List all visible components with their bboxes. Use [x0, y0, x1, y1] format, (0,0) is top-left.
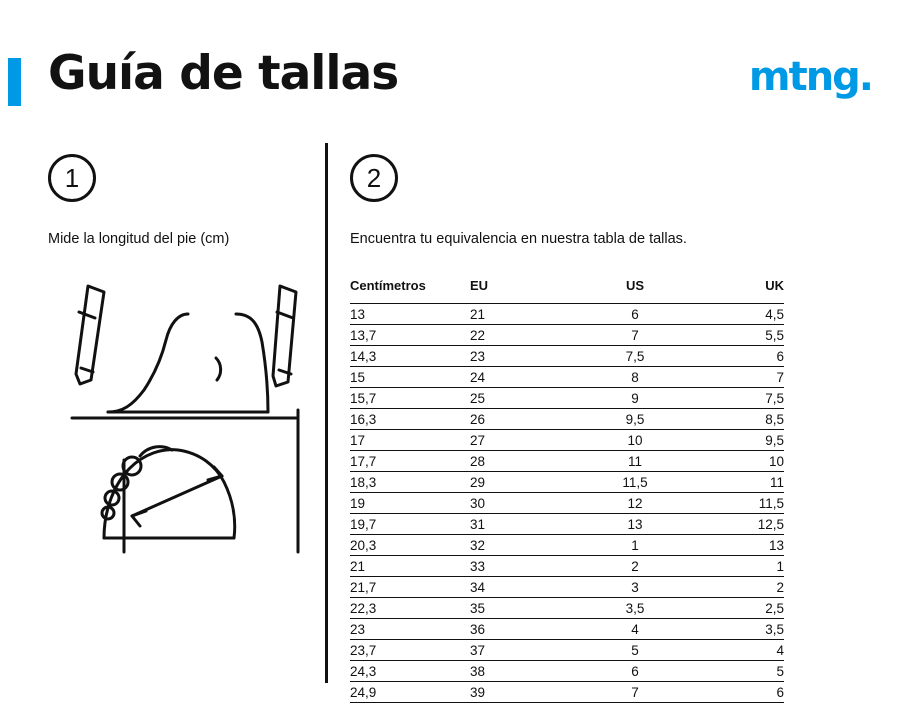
- cell-us: 3: [580, 577, 690, 598]
- cell-uk: 2,5: [690, 598, 784, 619]
- cell-eu: 33: [470, 556, 580, 577]
- cell-centimetros: 15,7: [350, 388, 470, 409]
- cell-uk: 11,5: [690, 493, 784, 514]
- cell-uk: 9,5: [690, 430, 784, 451]
- cell-centimetros: 17: [350, 430, 470, 451]
- cell-us: 13: [580, 514, 690, 535]
- brand-logo: mtng.: [748, 54, 872, 100]
- step-1-number: 1: [64, 162, 80, 193]
- cell-eu: 37: [470, 640, 580, 661]
- cell-eu: 36: [470, 619, 580, 640]
- cell-centimetros: 21: [350, 556, 470, 577]
- cell-us: 9,5: [580, 409, 690, 430]
- cell-us: 5: [580, 640, 690, 661]
- column-header-eu: EU: [470, 278, 580, 304]
- cell-us: 11,5: [580, 472, 690, 493]
- table-row: [350, 619, 784, 640]
- cell-centimetros: 17,7: [350, 451, 470, 472]
- cell-centimetros: 20,3: [350, 535, 470, 556]
- table-row: [350, 640, 784, 661]
- page-title: Guía de tallas: [48, 46, 399, 101]
- cell-centimetros: 16,3: [350, 409, 470, 430]
- table-row: [350, 556, 784, 577]
- step-2-instruction: Encuentra tu equivalencia en nuestra tabla de tallas.: [350, 231, 687, 247]
- cell-us: 7,5: [580, 346, 690, 367]
- table-row: [350, 325, 784, 346]
- cell-centimetros: 24,9: [350, 682, 470, 703]
- table-header-row: [350, 278, 784, 304]
- cell-uk: 7: [690, 367, 784, 388]
- cell-us: 6: [580, 661, 690, 682]
- cell-us: 4: [580, 619, 690, 640]
- cell-us: 10: [580, 430, 690, 451]
- cell-uk: 7,5: [690, 388, 784, 409]
- cell-us: 6: [580, 304, 690, 325]
- page-header: [0, 46, 900, 112]
- cell-centimetros: 21,7: [350, 577, 470, 598]
- cell-uk: 6: [690, 682, 784, 703]
- cell-eu: 21: [470, 304, 580, 325]
- step-1-instruction: Mide la longitud del pie (cm): [48, 231, 230, 247]
- cell-eu: 27: [470, 430, 580, 451]
- cell-uk: 13: [690, 535, 784, 556]
- column-divider: [325, 143, 328, 683]
- cell-uk: 5,5: [690, 325, 784, 346]
- table-row: [350, 388, 784, 409]
- cell-eu: 23: [470, 346, 580, 367]
- table-row: [350, 493, 784, 514]
- cell-uk: 5: [690, 661, 784, 682]
- cell-uk: 8,5: [690, 409, 784, 430]
- cell-eu: 39: [470, 682, 580, 703]
- cell-us: 3,5: [580, 598, 690, 619]
- accent-bar: [8, 58, 21, 106]
- cell-uk: 10: [690, 451, 784, 472]
- table-row: [350, 451, 784, 472]
- cell-centimetros: 13,7: [350, 325, 470, 346]
- cell-eu: 22: [470, 325, 580, 346]
- cell-centimetros: 13: [350, 304, 470, 325]
- cell-eu: 38: [470, 661, 580, 682]
- step-2-number: 2: [366, 162, 382, 193]
- cell-centimetros: 19: [350, 493, 470, 514]
- cell-centimetros: 15: [350, 367, 470, 388]
- column-header-uk: UK: [690, 278, 784, 304]
- cell-eu: 28: [470, 451, 580, 472]
- cell-eu: 35: [470, 598, 580, 619]
- cell-eu: 31: [470, 514, 580, 535]
- step-1-badge: [48, 154, 96, 202]
- table-row: [350, 367, 784, 388]
- cell-uk: 4: [690, 640, 784, 661]
- cell-centimetros: 24,3: [350, 661, 470, 682]
- cell-us: 8: [580, 367, 690, 388]
- cell-us: 7: [580, 682, 690, 703]
- size-conversion-table: [350, 278, 784, 703]
- table-row: [350, 346, 784, 367]
- column-header-us: US: [580, 278, 690, 304]
- cell-eu: 32: [470, 535, 580, 556]
- table-row: [350, 472, 784, 493]
- cell-centimetros: 19,7: [350, 514, 470, 535]
- step-2-badge: [350, 154, 398, 202]
- column-header-centimetros: Centímetros: [350, 278, 470, 304]
- cell-uk: 1: [690, 556, 784, 577]
- table-row: [350, 598, 784, 619]
- table-row: [350, 514, 784, 535]
- cell-uk: 6: [690, 346, 784, 367]
- cell-centimetros: 23,7: [350, 640, 470, 661]
- cell-eu: 24: [470, 367, 580, 388]
- table-row: [350, 661, 784, 682]
- cell-us: 11: [580, 451, 690, 472]
- cell-uk: 4,5: [690, 304, 784, 325]
- cell-us: 9: [580, 388, 690, 409]
- table-row: [350, 577, 784, 598]
- cell-us: 1: [580, 535, 690, 556]
- cell-centimetros: 14,3: [350, 346, 470, 367]
- table-row: [350, 304, 784, 325]
- cell-uk: 2: [690, 577, 784, 598]
- cell-centimetros: 23: [350, 619, 470, 640]
- cell-eu: 26: [470, 409, 580, 430]
- cell-eu: 25: [470, 388, 580, 409]
- cell-eu: 29: [470, 472, 580, 493]
- table-row: [350, 535, 784, 556]
- cell-eu: 34: [470, 577, 580, 598]
- table-row: [350, 682, 784, 703]
- table-row: [350, 430, 784, 451]
- table-row: [350, 409, 784, 430]
- cell-us: 7: [580, 325, 690, 346]
- cell-uk: 12,5: [690, 514, 784, 535]
- foot-measurement-illustration: [36, 270, 316, 560]
- cell-centimetros: 18,3: [350, 472, 470, 493]
- cell-uk: 3,5: [690, 619, 784, 640]
- cell-uk: 11: [690, 472, 784, 493]
- cell-centimetros: 22,3: [350, 598, 470, 619]
- cell-us: 12: [580, 493, 690, 514]
- cell-us: 2: [580, 556, 690, 577]
- cell-eu: 30: [470, 493, 580, 514]
